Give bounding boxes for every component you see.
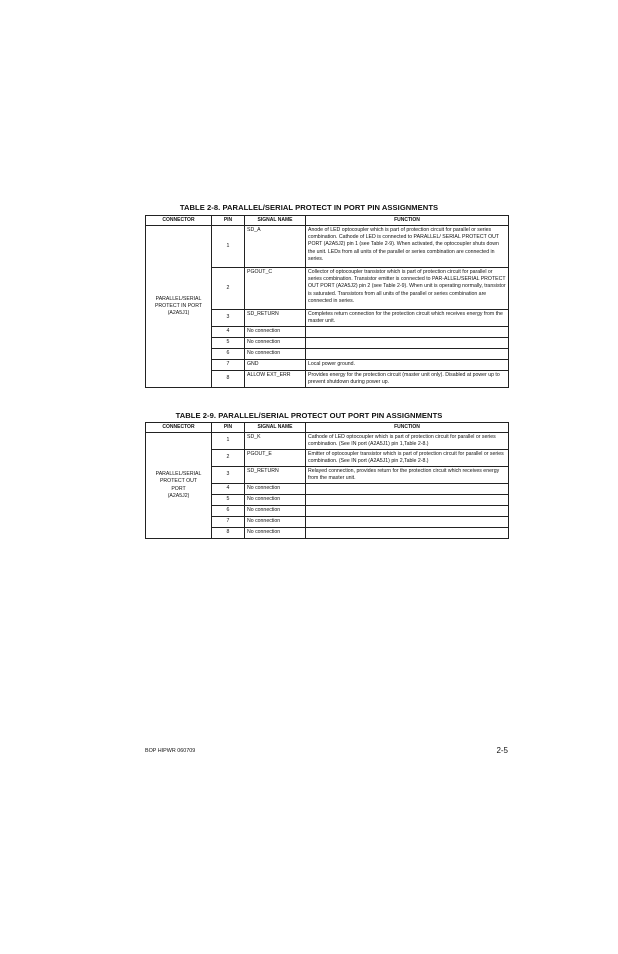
function-cell: Collector of optocoupler transistor which is part of protection circuit for parallel or series combination. Transistor emitter is connected to PAR-ALLEL/SERIAL PROTECT OUT PORT (A2A5J2) pin 2 (see Table 2-9). When unit is operating normally, transistor is saturated. Transistors from all units of the parallel or series combination are connected in series. — [306, 268, 509, 310]
signal-cell: No connection — [245, 349, 306, 360]
function-cell — [306, 484, 509, 495]
function-cell: Provides energy for the protection circuit (master unit only). Disabled at power up to prevent shutdown during power up. — [306, 371, 509, 388]
signal-cell: SD_RETURN — [245, 310, 306, 327]
col-header-function: FUNCTION — [306, 423, 509, 433]
connector-line: PARALLEL/SERIAL — [155, 295, 202, 302]
signal-cell: No connection — [245, 495, 306, 506]
pin-cell: 2 — [212, 268, 245, 310]
pin-cell: 5 — [212, 338, 245, 349]
connector-line: PARALLEL/SERIAL — [155, 471, 202, 478]
signal-cell: No connection — [245, 338, 306, 349]
signal-cell: No connection — [245, 327, 306, 338]
signal-cell: No connection — [245, 484, 306, 495]
connector-cell — [146, 226, 212, 388]
table-row — [146, 433, 509, 450]
pin-cell: 1 — [212, 226, 245, 268]
table-2-8-title: TABLE 2-8. PARALLEL/SERIAL PROTECT IN PORT PIN ASSIGNMENTS — [179, 203, 439, 212]
col-header-function: FUNCTION — [306, 216, 509, 226]
function-cell: Emitter of optocoupler transistor which is part of protection circuit for parallel or series combination. (See IN port (A2A5J1) pin 2,Table 2-8.) — [306, 450, 509, 467]
col-header-connector: CONNECTOR — [146, 423, 212, 433]
signal-cell: GND — [245, 360, 306, 371]
function-cell — [306, 506, 509, 517]
connector-line: (A2A5J1) — [167, 310, 190, 317]
pin-cell: 8 — [212, 371, 245, 388]
function-cell: Relayed connection, provides return for the protection circuit which receives energy from the master unit. — [306, 467, 509, 484]
function-cell — [306, 327, 509, 338]
pin-cell: 6 — [212, 506, 245, 517]
signal-cell: ALLOW EXT_ERR — [245, 371, 306, 388]
col-header-connector: CONNECTOR — [146, 216, 212, 226]
function-cell — [306, 517, 509, 528]
function-cell: Completes return connection for the protection circuit which receives energy from the master unit. — [306, 310, 509, 327]
pin-cell: 4 — [212, 327, 245, 338]
pin-cell: 8 — [212, 528, 245, 539]
signal-cell: No connection — [245, 517, 306, 528]
connector-line: PORT — [171, 485, 186, 492]
pin-cell: 6 — [212, 349, 245, 360]
function-cell — [306, 338, 509, 349]
table-2-8 — [145, 215, 509, 388]
pin-cell: 3 — [212, 310, 245, 327]
col-header-pin: PIN — [212, 216, 245, 226]
connector-line: PROTECT IN PORT — [154, 302, 203, 309]
pin-cell: 7 — [212, 517, 245, 528]
table-2-9-title: TABLE 2-9. PARALLEL/SERIAL PROTECT OUT PORT PIN ASSIGNMENTS — [175, 411, 443, 420]
col-header-signal-name: SIGNAL NAME — [245, 216, 306, 226]
signal-cell: PGOUT_E — [245, 450, 306, 467]
col-header-pin: PIN — [212, 423, 245, 433]
pin-cell: 1 — [212, 433, 245, 450]
function-cell — [306, 495, 509, 506]
footer-page-number: 2-5 — [496, 746, 508, 755]
signal-cell: SD_K — [245, 433, 306, 450]
table-row — [146, 226, 509, 268]
footer-doc-id: BOP HIPWR 060709 — [145, 748, 196, 754]
function-cell — [306, 528, 509, 539]
function-cell: Anode of LED optocoupler which is part of protection circuit for parallel or series combination. Cathode of LED is connected to PARALLEL/ SERIAL PROTECT OUT PORT (A2A5J2) pin 1 (see Table 2-9). When activated, the optocoupler shuts down the unit. LEDs from all units of the parallel or series combination are connected in series. — [306, 226, 509, 268]
table-header-row — [146, 423, 509, 433]
signal-cell: SD_RETURN — [245, 467, 306, 484]
connector-line: (A2A5J2) — [167, 492, 190, 499]
signal-cell: No connection — [245, 506, 306, 517]
function-cell: Cathode of LED optocoupler which is part of protection circuit for parallel or series combination. (See IN port (A2A5J1) pin 1,Table 2-8.) — [306, 433, 509, 450]
connector-line: PROTECT OUT — [159, 478, 198, 485]
signal-cell: PGOUT_C — [245, 268, 306, 310]
function-cell — [306, 349, 509, 360]
table-2-9 — [145, 422, 509, 539]
pin-cell: 4 — [212, 484, 245, 495]
signal-cell: SD_A — [245, 226, 306, 268]
function-cell: Local power ground. — [306, 360, 509, 371]
col-header-signal-name: SIGNAL NAME — [245, 423, 306, 433]
connector-cell — [146, 433, 212, 539]
pin-cell: 3 — [212, 467, 245, 484]
pin-cell: 2 — [212, 450, 245, 467]
pin-cell: 7 — [212, 360, 245, 371]
table-header-row — [146, 216, 509, 226]
pin-cell: 5 — [212, 495, 245, 506]
signal-cell: No connection — [245, 528, 306, 539]
